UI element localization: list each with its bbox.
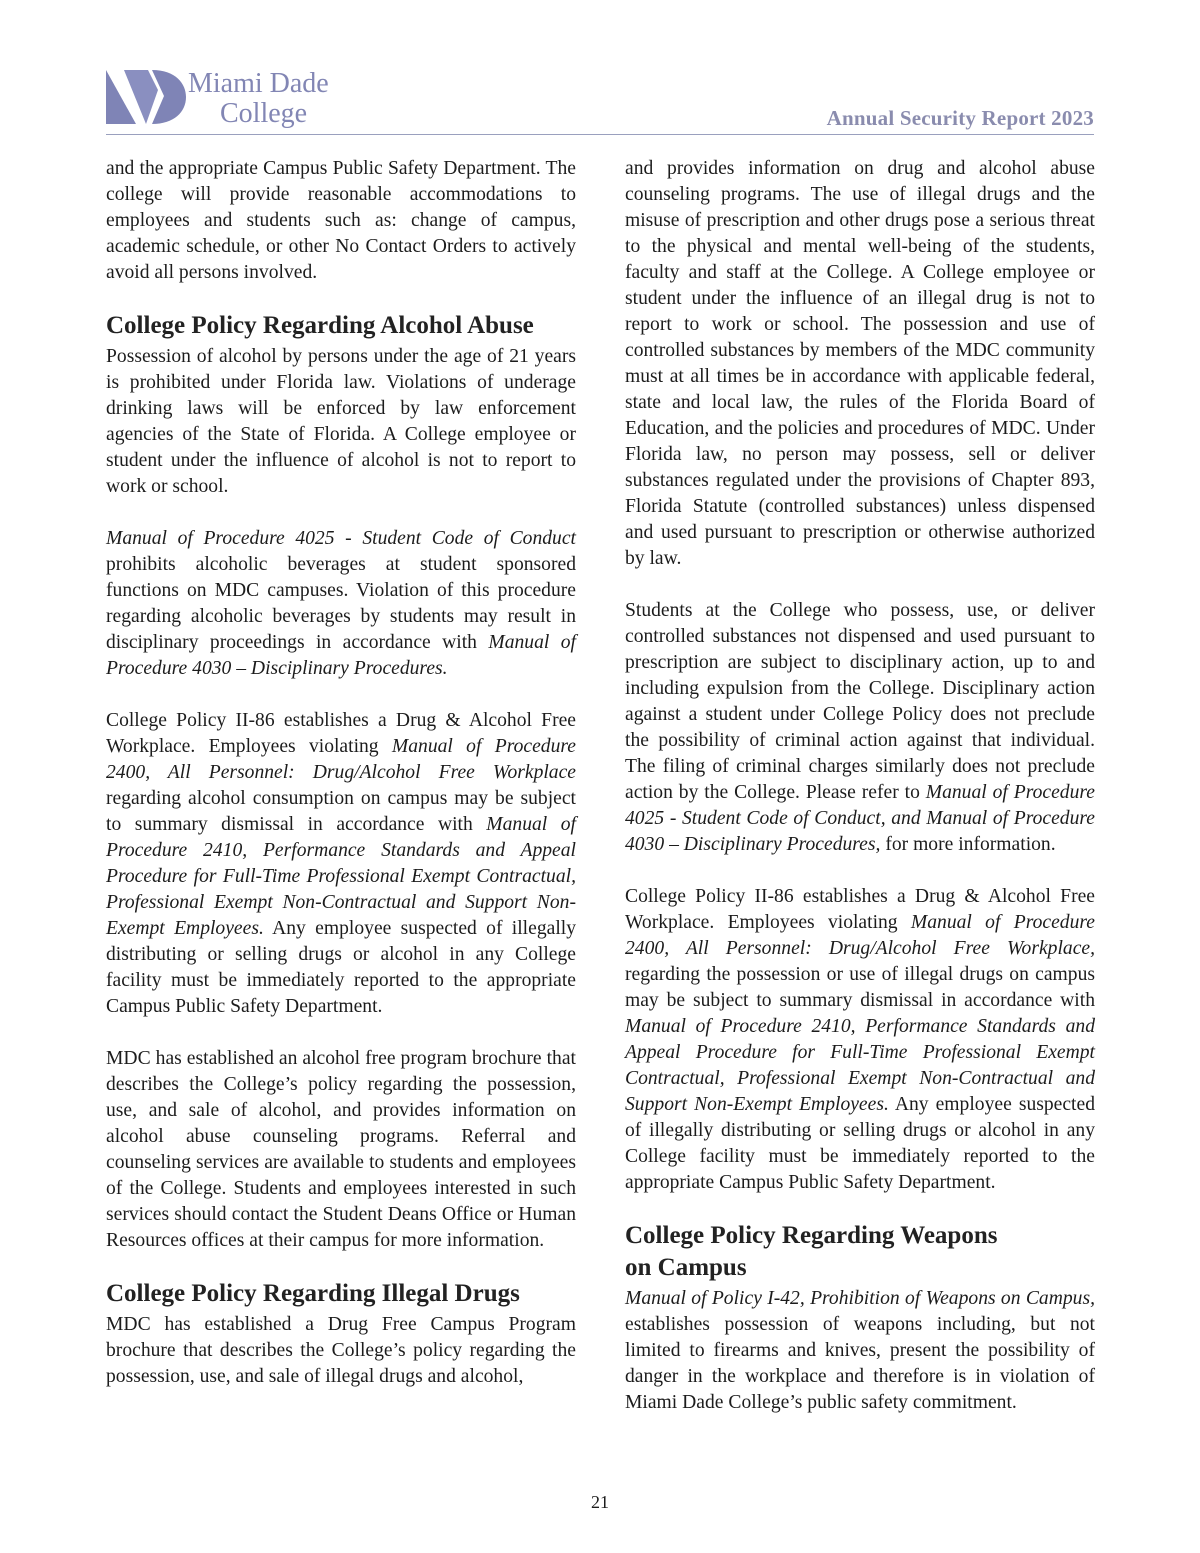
italic-reference: Manual of Procedure 4025 - Student Code of Conduct, and Manual of Procedure 4030 – Disciplinary Procedures,: [625, 782, 1095, 855]
logo-text-line1: Miami Dade: [188, 68, 329, 99]
paragraph: and provides information on drug and alcohol abuse counseling programs. The use of illegal drugs and the misuse of prescription and other drugs pose a serious threat to the physical and mental well-being of the students, faculty and staff at the College. A College employee or student under the influence of an illegal drug is not to report to work or school. The possession and use of controlled substances by members of the MDC community must at all times be in accordance with applicable federal, state and local law, the rules of the Florida Board of Education, and the policies and procedures of MDC. Under Florida law, no person may possess, sell or deliver substances regulated under the provisions of Chapter 893, Florida Statute (controlled substances) unless dispensed and used pursuant to prescription or otherwise authorized by law.: [625, 158, 1095, 569]
italic-reference: Manual of Procedure 4025 - Student Code of Conduct: [106, 528, 576, 549]
paragraph: MDC has established an alcohol free program brochure that describes the College’s policy regarding the possession, use, and sale of alcohol, and provides information on alcohol abuse counseling programs. Referral and counseling services are available to students and employees of the College. Students and employees interested in such services should contact the Student Deans Office or Human Resources offices at their campus for more information.: [106, 1048, 576, 1251]
heading-line: College Policy Regarding Weapons: [625, 1222, 998, 1249]
text-run: Students at the College who possess, use, or deliver controlled substances not dispensed and used pursuant to prescription are subject to disciplinary action, up to and including expulsion from the College. Disciplinary action against a student under College Policy does not preclude the possibility of criminal action against that individual. The filing of criminal charges similarly does not preclude action by the College. Please refer to: [625, 600, 1095, 803]
heading-line: on Campus: [625, 1254, 747, 1281]
left-column: [106, 156, 576, 1390]
paragraph: [625, 1286, 1095, 1416]
italic-reference: Manual of Procedure 4030 – Disciplinary Procedures.: [106, 632, 576, 679]
paragraph: [106, 526, 576, 682]
college-logo: [106, 68, 356, 130]
section-heading-drugs: College Policy Regarding Illegal Drugs: [106, 1280, 520, 1307]
paragraph: and the appropriate Campus Public Safety Department. The college will provide reasonable accommodations to employees and students such as: change of campus, academic schedule, or other No Contact Orders to actively avoid all persons involved.: [106, 158, 576, 283]
text-run: regarding alcohol consumption on campus may be subject to summary dismissal in accordance with: [106, 788, 576, 835]
italic-reference: Manual of Policy I-42, Prohibition of Weapons on Campus,: [625, 1288, 1095, 1309]
italic-reference: Manual of Procedure 2400, All Personnel: Drug/Alcohol Free Workplace: [106, 736, 576, 783]
paragraph: Possession of alcohol by persons under the age of 21 years is prohibited under Florida law. Violations of underage drinking laws will be enforced by law enforcement agencies of the State of Florida. A College employee or student under the influence of alcohol is not to report to work or school.: [106, 346, 576, 497]
college-logo-mark: [106, 68, 186, 126]
paragraph: MDC has established a Drug Free Campus Program brochure that describes the College’s policy regarding the possession, use, and sale of illegal drugs and alcohol,: [106, 1314, 576, 1387]
italic-reference: Manual of Procedure 2410, Performance Standards and Appeal Procedure for Full-Time Professional Exempt Contractual, Professional Exempt Non-Contractual and Support Non-Exempt Employees.: [106, 814, 576, 939]
text-run: College Policy II-86 establishes a Drug & Alcohol Free Workplace. Employees violating: [625, 886, 1095, 933]
text-run: for more information.: [880, 834, 1056, 855]
paragraph: [625, 884, 1095, 1196]
logo-text-line2: College: [220, 98, 308, 129]
page-number: 21: [591, 1492, 609, 1512]
paragraph: [625, 598, 1095, 858]
text-run: establishes possession of weapons including, but not limited to firearms and knives, present the possibility of danger in the workplace and therefore is in violation of Miami Dade College’s public safety commitment.: [625, 1314, 1095, 1413]
text-run: Any employee suspected of illegally distributing or selling drugs or alcohol in any College facility must be immediately reported to the appropriate Campus Public Safety Department.: [625, 1094, 1095, 1193]
section-heading-alcohol: College Policy Regarding Alcohol Abuse: [106, 312, 534, 339]
italic-reference: Manual of Procedure 2400, All Personnel: Drug/Alcohol Free Workplace,: [625, 912, 1095, 959]
report-title: Annual Security Report 2023: [826, 106, 1094, 130]
section-heading-weapons: [625, 1220, 1095, 1284]
italic-reference: Manual of Procedure 2410, Performance Standards and Appeal Procedure for Full-Time Professional Exempt Contractual, Professional Exempt Non-Contractual and Support Non-Exempt Employees.: [625, 1016, 1095, 1115]
text-run: College Policy II-86 establishes a Drug & Alcohol Free Workplace. Employees violating: [106, 710, 576, 757]
text-run: regarding the possession or use of illegal drugs on campus may be subject to summary dismissal in accordance with: [625, 964, 1095, 1011]
right-column: [625, 156, 1095, 1416]
header-divider: [106, 134, 1094, 135]
text-run: Any employee suspected of illegally distributing or selling drugs or alcohol in any College facility must be immediately reported to the appropriate Campus Public Safety Department.: [106, 918, 577, 1017]
text-run: prohibits alcoholic beverages at student sponsored functions on MDC campuses. Violation of this procedure regarding alcoholic beverages by students may result in disciplinary proceedings in accordance with: [106, 554, 576, 653]
paragraph: [106, 708, 576, 1020]
